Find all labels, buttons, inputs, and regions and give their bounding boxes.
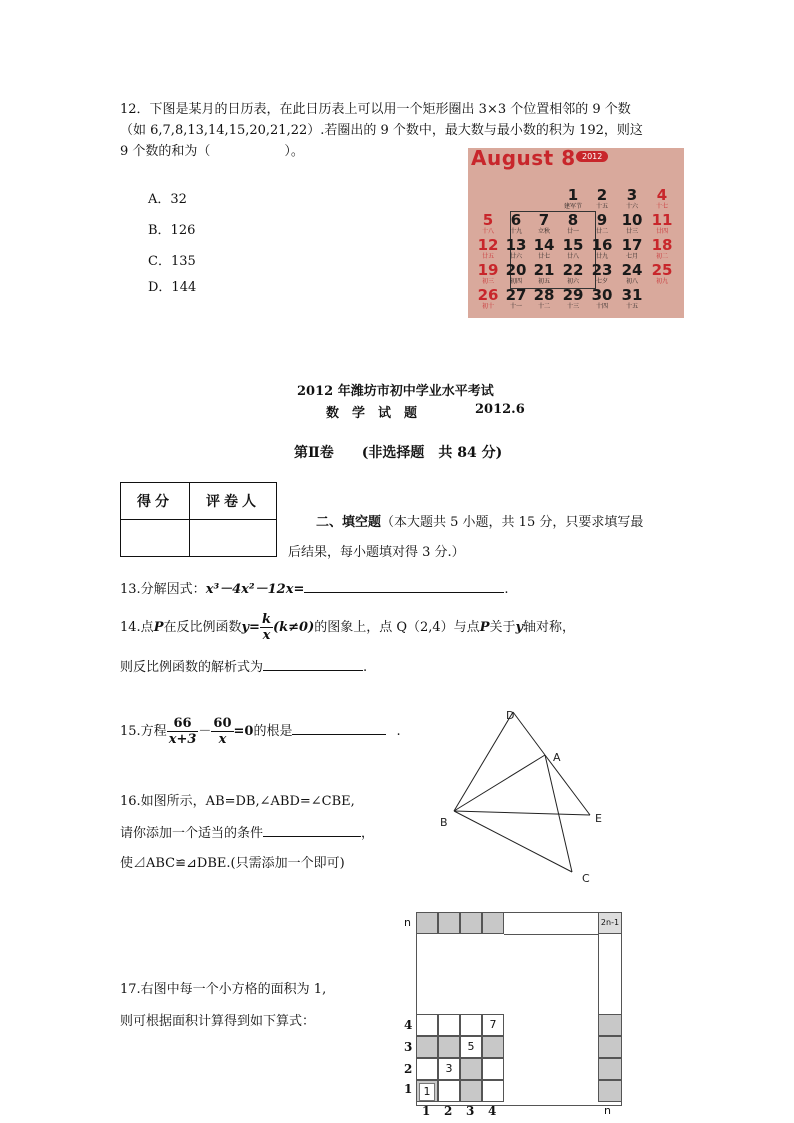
calendar-day-5: 5 十八: [481, 211, 494, 235]
exam-subject: 数 学 试 题: [326, 406, 418, 421]
row-label-1: 1: [404, 1082, 413, 1096]
row-label-2: 2: [404, 1062, 413, 1076]
segment-be: [454, 811, 590, 815]
part2-title: 二、填空题: [316, 515, 382, 530]
q13-expression: x³－4x²－12x=: [205, 582, 305, 597]
label-b: B: [440, 816, 448, 829]
calendar-day-16: 16 廿九: [591, 236, 613, 260]
q13: 13.分解因式：x³－4x²－12x= .: [120, 578, 509, 597]
q16-line1: 16.如图所示，AB=DB,∠ABD=∠CBE,: [120, 794, 355, 809]
grid-num-3: 3: [438, 1058, 460, 1080]
row-label-3: 3: [404, 1040, 413, 1054]
calendar-day-30: 30 十四: [591, 286, 613, 310]
calendar-day-13: 13 廿六: [505, 236, 527, 260]
calendar-day-22: 22 初六: [562, 261, 584, 285]
q12-line2: （如 6,7,8,13,14,15,20,21,22）.若圈出的 9 个数中，最大数与最小数的积为 192，则这: [120, 123, 643, 138]
calendar-day-3: 3 十六: [625, 186, 638, 210]
segment-ba: [454, 755, 545, 811]
label-c: C: [582, 872, 590, 885]
part2-line1: 二、填空题（本大题共 5 小题，共 15 分，只要求填写最: [316, 515, 644, 530]
grid-num-1: 1: [419, 1083, 435, 1101]
segment-bc: [454, 811, 572, 872]
segment-bd: [454, 712, 513, 811]
section-title: 第Ⅱ卷 (非选择题 共 84 分): [294, 445, 503, 461]
grid-num-5: 5: [460, 1036, 482, 1058]
calendar-day-18: 18 初二: [651, 236, 673, 260]
triangle-figure: [430, 700, 620, 890]
calendar-photo: [468, 148, 684, 318]
calendar-day-31: 31 十五: [621, 286, 643, 310]
q12-option-b: B．126: [148, 223, 196, 238]
q12-line3: 9 个数的和为（ ）。: [120, 144, 304, 159]
q14-line1: 14.点P在反比例函数y= $\frac{k}{x}$ (k≠0)的图象上，点 Q（2,4）与点P关于y轴对称，: [120, 612, 576, 643]
calendar-day-1: 1 建军节: [563, 186, 582, 210]
q14-fraction: $\frac{k}{x}$: [261, 612, 271, 643]
calendar-day-2: 2 十五: [595, 186, 608, 210]
label-e: E: [595, 812, 602, 825]
calendar-day-25: 25 初九: [651, 261, 673, 285]
q12-option-d: D．144: [148, 280, 197, 295]
q12-option-a: A．32: [148, 192, 187, 207]
grid-num-7: 7: [482, 1014, 504, 1036]
exam-date: 2012.6: [475, 402, 525, 417]
calendar-day-24: 24 初八: [621, 261, 643, 285]
q13-answer-blank[interactable]: [304, 578, 504, 593]
q14-line2: 则反比例函数的解析式为 .: [120, 656, 367, 675]
calendar-day-6: 6 十九: [509, 211, 522, 235]
grader-cell: [190, 520, 277, 557]
score-table: [120, 482, 277, 557]
calendar-day-26: 26 初十: [477, 286, 499, 310]
grid-figure: [400, 910, 630, 1123]
calendar-day-20: 20 初四: [505, 261, 527, 285]
grid-label-n-bottom: n: [604, 1104, 611, 1117]
calendar-year-badge: 2012: [576, 151, 608, 162]
grid-corner-cell: 2n-1: [598, 912, 622, 934]
q15-answer-blank[interactable]: [292, 720, 386, 735]
q17-line1: 17.右图中每一个小方格的面积为 1,: [120, 982, 327, 997]
part2-line2: 后结果，每小题填对得 3 分.）: [288, 545, 465, 560]
score-cell: [121, 520, 190, 557]
calendar-day-10: 10 廿三: [621, 211, 643, 235]
q12-option-c: C．135: [148, 254, 196, 269]
q16-answer-blank[interactable]: [263, 822, 361, 837]
calendar-day-21: 21 初五: [533, 261, 555, 285]
calendar-day-17: 17 七月: [621, 236, 643, 260]
calendar-day-19: 19 初三: [477, 261, 499, 285]
calendar-month: August 8: [471, 148, 576, 170]
grid-label-n-top: n: [404, 916, 411, 929]
q15-fraction-2: $\frac{60}{x}$: [213, 716, 232, 747]
calendar-day-12: 12 廿五: [477, 236, 499, 260]
calendar-day-11: 11 廿四: [651, 211, 673, 235]
q16-line2: 请你添加一个适当的条件 ，: [120, 822, 374, 841]
calendar-day-9: 9 廿二: [595, 211, 608, 235]
calendar-day-28: 28 十二: [533, 286, 555, 310]
grader-header: 评卷人: [190, 483, 277, 520]
label-d: D: [506, 709, 515, 722]
label-a: A: [553, 751, 561, 764]
col-label-2: 2: [444, 1104, 453, 1118]
col-label-3: 3: [466, 1104, 475, 1118]
calendar-day-8: 8 廿一: [566, 211, 579, 235]
q15-fraction-1: $\frac{66}{x+3}$: [168, 716, 197, 747]
calendar-day-14: 14 廿七: [533, 236, 555, 260]
score-header: 得分: [121, 483, 190, 520]
exam-title: 2012 年潍坊市初中学业水平考试: [297, 384, 494, 399]
calendar-day-29: 29 十三: [562, 286, 584, 310]
q15: 15.方程 $\frac{66}{x+3}$ － $\frac{60}{x}$ =0的根是 .: [120, 716, 401, 747]
q12-line1: 12．下图是某月的日历表，在此日历表上可以用一个矩形圈出 3×3 个位置相邻的 9 个数: [120, 102, 631, 117]
q14-answer-blank[interactable]: [263, 656, 363, 671]
calendar-day-4: 4 十七: [655, 186, 668, 210]
col-label-4: 4: [488, 1104, 497, 1118]
calendar-day-7: 7 立秋: [537, 211, 550, 235]
q17-line2: 则可根据面积计算得到如下算式：: [120, 1014, 316, 1029]
segment-da: [513, 712, 545, 755]
calendar-day-27: 27 十一: [505, 286, 527, 310]
col-label-1: 1: [422, 1104, 431, 1118]
q16-line3: 使⊿ABC≌⊿DBE.(只需添加一个即可): [120, 856, 345, 871]
calendar-day-15: 15 廿八: [562, 236, 584, 260]
row-label-4: 4: [404, 1018, 413, 1032]
calendar-day-23: 23 七夕: [591, 261, 613, 285]
